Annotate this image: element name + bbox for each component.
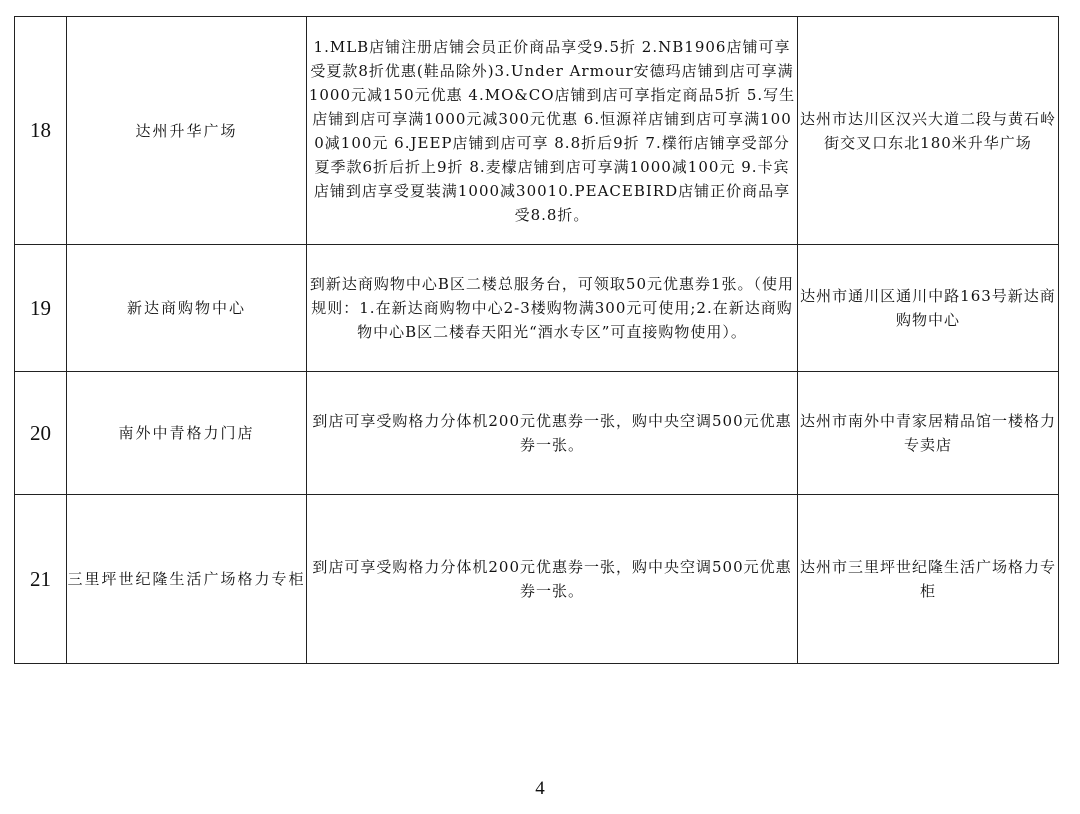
merchant-name: 达州升华广场 bbox=[67, 17, 307, 245]
table-row bbox=[15, 17, 1059, 245]
offer-description: 到新达商购物中心B区二楼总服务台，可领取50元优惠券1张。（使用规则：1.在新达商购物中心2-3楼购物满300元可使用;2.在新达商购物中心B区二楼春天阳光“酒水专区”可直接购物使用）。 bbox=[307, 245, 798, 372]
merchant-address: 达州市通川区通川中路163号新达商购物中心 bbox=[798, 245, 1059, 372]
merchant-name: 新达商购物中心 bbox=[67, 245, 307, 372]
row-number: 20 bbox=[15, 372, 67, 495]
row-number: 21 bbox=[15, 495, 67, 664]
page-number: 4 bbox=[535, 778, 545, 799]
row-number: 18 bbox=[15, 17, 67, 245]
offer-description: 到店可享受购格力分体机200元优惠券一张，购中央空调500元优惠券一张。 bbox=[307, 495, 798, 664]
row-number: 19 bbox=[15, 245, 67, 372]
merchant-address: 达州市三里坪世纪隆生活广场格力专柜 bbox=[798, 495, 1059, 664]
merchant-address: 达州市南外中青家居精品馆一楼格力专卖店 bbox=[798, 372, 1059, 495]
offer-description: 1.MLB店铺注册店铺会员正价商品享受9.5折 2.NB1906店铺可享受夏款8折优惠(鞋品除外)3.Under Armour安德玛店铺到店可享满1000元减150元优惠 4.MO&CO店铺到店可享指定商品5折 5.写生店铺到店可享满1000元减300元优惠 6.恒源祥店铺到店可享满1000减100元 6.JEEP店铺到店可享 8.8折后9折 7.檏衎店铺享受部分夏季款6折后折上9折 8.麦檬店铺到店可享满1000减100元 9.卡宾店铺到店享受夏装满1000减30010.PEACEBIRD店铺正价商品享受8.8折。 bbox=[307, 17, 798, 245]
table-row bbox=[15, 495, 1059, 664]
merchant-name: 三里坪世纪隆生活广场格力专柜 bbox=[67, 495, 307, 664]
merchant-name: 南外中青格力门店 bbox=[67, 372, 307, 495]
offer-description: 到店可享受购格力分体机200元优惠券一张，购中央空调500元优惠券一张。 bbox=[307, 372, 798, 495]
table-row bbox=[15, 245, 1059, 372]
promotion-table bbox=[14, 16, 1059, 664]
merchant-address: 达州市达川区汉兴大道二段与黄石岭街交叉口东北180米升华广场 bbox=[798, 17, 1059, 245]
table-row bbox=[15, 372, 1059, 495]
